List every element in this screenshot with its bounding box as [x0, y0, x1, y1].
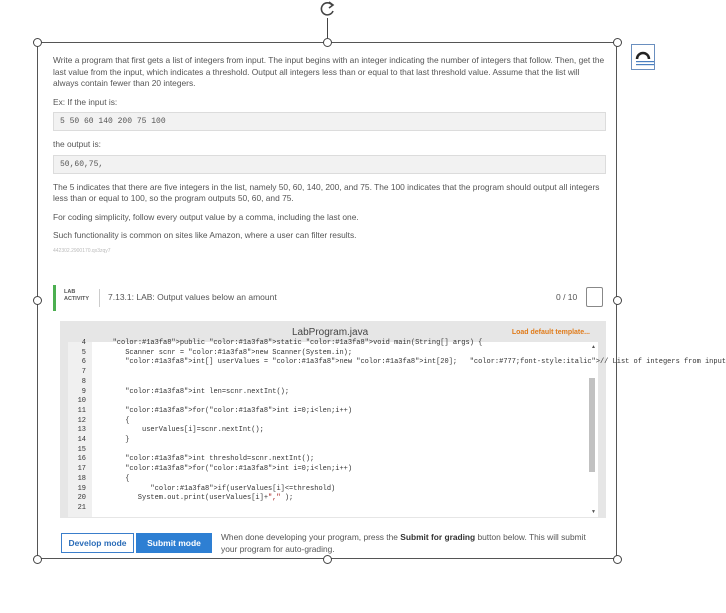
- resize-handle-bc[interactable]: [323, 555, 332, 564]
- lab-title: 7.13.1: LAB: Output values below an amount: [108, 292, 277, 302]
- lab-activity-tag: [64, 289, 89, 303]
- submit-help-text: [221, 531, 591, 555]
- lab-tag-line1: LAB: [64, 289, 76, 295]
- scroll-down-icon[interactable]: ▼: [591, 509, 596, 515]
- code-line[interactable]: [68, 455, 568, 465]
- divider: [99, 289, 100, 307]
- code-line[interactable]: [68, 504, 568, 514]
- rotate-icon[interactable]: [318, 0, 338, 18]
- develop-mode-button[interactable]: Develop mode: [61, 533, 134, 553]
- line-number: 5: [81, 348, 86, 357]
- line-number: 9: [81, 387, 86, 396]
- line-number: 21: [77, 503, 86, 512]
- rotate-handle-line: [327, 18, 328, 38]
- code-line[interactable]: [68, 397, 568, 407]
- code-line[interactable]: [68, 485, 568, 495]
- editor-filename: LabProgram.java: [292, 327, 369, 338]
- code-line[interactable]: [68, 378, 568, 388]
- paragraph-explanation: The 5 indicates that there are five integers in the list, namely 50, 60, 140, 200, and 75. The 100 indicates that the program should output all integers less than or equal to 100, so the program outputs 50, 60, and 75.: [53, 181, 600, 203]
- line-number: 13: [77, 426, 86, 435]
- layout-options-icon[interactable]: [631, 44, 655, 70]
- code-line[interactable]: [68, 475, 568, 485]
- activity-id: 442302.2900170.qx3zqy7: [53, 247, 111, 254]
- line-number: 20: [77, 494, 86, 503]
- line-number: 6: [81, 358, 86, 367]
- code-line[interactable]: [68, 349, 568, 359]
- line-number: 19: [77, 484, 86, 493]
- code-text[interactable]: "color:#1a3fa8">int[] userValues = "color:#1a3fa8">new "color:#1a3fa8">int[20]; "color:#777;font-style:italic">// List of integers from input: [125, 358, 726, 367]
- line-number: 10: [77, 397, 86, 406]
- resize-handle-tr[interactable]: [613, 38, 622, 47]
- code-line[interactable]: [68, 417, 568, 427]
- code-text[interactable]: "color:#1a3fa8">for("color:#1a3fa8">int i=0;i<len;i++): [125, 465, 353, 474]
- submit-mode-button[interactable]: Submit mode: [136, 533, 212, 553]
- help-bold: Submit for grading: [400, 532, 476, 542]
- resize-handle-ml[interactable]: [33, 296, 42, 305]
- paragraph-amazon-note: Such functionality is common on sites like Amazon, where a user can filter results.: [53, 230, 357, 240]
- code-line[interactable]: [68, 388, 568, 398]
- help-prefix: When done developing your program, press the: [221, 532, 401, 542]
- code-text[interactable]: "color:#1a3fa8">public "color:#1a3fa8">static "color:#1a3fa8">void main(String[] args) {: [112, 339, 483, 347]
- resize-handle-tc[interactable]: [323, 38, 332, 47]
- line-number: 4: [81, 339, 86, 347]
- example-intro: Ex: If the input is:: [53, 96, 118, 107]
- line-number: 17: [77, 465, 86, 474]
- lab-tag-line2: ACTIVITY: [64, 296, 90, 302]
- line-number: 11: [77, 406, 86, 415]
- code-line[interactable]: [68, 407, 568, 417]
- line-number: 14: [77, 436, 86, 444]
- help-suffix: button below. This will submit your program for auto-grading.: [221, 532, 586, 554]
- code-line[interactable]: [68, 358, 726, 368]
- score-badge-icon: [586, 287, 603, 307]
- problem-description: [53, 55, 606, 257]
- code-line[interactable]: [68, 494, 568, 504]
- code-line[interactable]: [68, 339, 568, 349]
- code-text[interactable]: Scanner scnr = "color:#1a3fa8">new Scanner(System.in);: [100, 348, 353, 357]
- code-text[interactable]: "color:#1a3fa8">if(userValues[i]<=threshold): [150, 484, 336, 493]
- code-line[interactable]: [68, 465, 568, 475]
- line-number: 8: [81, 377, 86, 386]
- paragraph-comma-note: For coding simplicity, follow every output value by a comma, including the last one.: [53, 211, 359, 222]
- line-number: 7: [81, 368, 86, 377]
- example-input: 5 50 60 140 200 75 100: [53, 112, 606, 131]
- code-line[interactable]: [68, 446, 568, 456]
- load-default-template-link[interactable]: Load default template...: [511, 329, 590, 336]
- scrollbar-thumb[interactable]: [589, 378, 595, 472]
- resize-handle-tl[interactable]: [33, 38, 42, 47]
- resize-handle-br[interactable]: [613, 555, 622, 564]
- score-label: 0 / 10: [556, 292, 578, 302]
- line-number: 12: [77, 416, 86, 425]
- line-number: 16: [77, 455, 86, 464]
- code-text[interactable]: {: [100, 416, 130, 425]
- scroll-up-icon[interactable]: ▲: [591, 344, 596, 350]
- resize-handle-mr[interactable]: [613, 296, 622, 305]
- code-editor-panel: [60, 321, 726, 518]
- paragraph-intro: Write a program that first gets a list of integers from input. The input begins with an integer indicating the number of integers that follow. Then, get the last value from the input, which indicates a threshold. Output all integers less than or equal to that last threshold value. Assume that the list will always contain fewer than 20 integers.: [53, 55, 605, 88]
- code-text[interactable]: {: [100, 474, 130, 483]
- code-text[interactable]: "color:#1a3fa8">int len=scnr.nextInt();: [125, 387, 290, 396]
- code-line[interactable]: [68, 436, 568, 446]
- output-intro: the output is:: [53, 139, 101, 149]
- lab-activity-header: [53, 285, 606, 311]
- code-text[interactable]: }: [100, 436, 130, 444]
- example-output: 50,60,75,: [53, 155, 606, 174]
- resize-handle-bl[interactable]: [33, 555, 42, 564]
- line-number: 15: [77, 445, 86, 454]
- code-text[interactable]: System.out.print(userValues[i]+"," );: [100, 494, 294, 503]
- code-line[interactable]: [68, 368, 568, 378]
- code-text[interactable]: "color:#1a3fa8">int threshold=scnr.nextInt();: [125, 455, 315, 464]
- code-text[interactable]: userValues[i]=scnr.nextInt();: [100, 426, 264, 435]
- code-text[interactable]: "color:#1a3fa8">for("color:#1a3fa8">int i=0;i<len;i++): [125, 406, 353, 415]
- code-line[interactable]: [68, 426, 568, 436]
- line-number: 18: [77, 474, 86, 483]
- code-editor[interactable]: [68, 339, 726, 517]
